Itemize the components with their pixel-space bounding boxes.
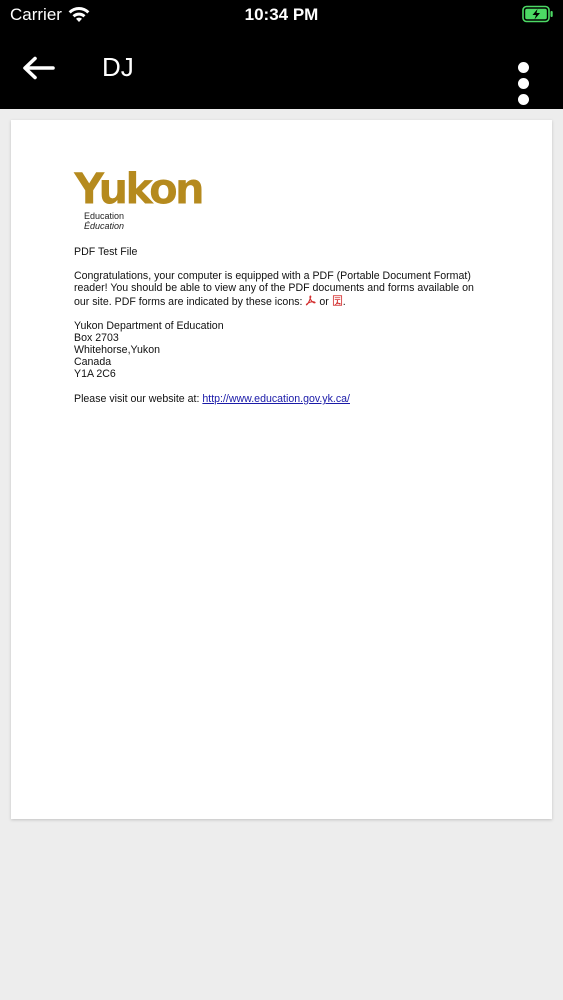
address-line: Whitehorse,Yukon xyxy=(74,344,160,356)
yukon-education-logo xyxy=(74,163,202,231)
navigation-bar xyxy=(0,30,563,109)
address-line: Y1A 2C6 xyxy=(74,368,116,380)
paragraph-line: Congratulations, your computer is equipped with a PDF (Portable Document Format) xyxy=(74,270,471,282)
address-line: Yukon Department of Education xyxy=(74,320,224,332)
pdf-page[interactable] xyxy=(11,120,552,819)
more-options-button[interactable] xyxy=(502,58,544,106)
status-bar xyxy=(0,0,563,30)
paragraph-line: reader! You should be able to view any of the PDF documents and forms available on xyxy=(74,282,474,294)
document-title: PDF Test File xyxy=(74,246,138,258)
website-label: Please visit our website at: xyxy=(74,393,203,405)
paragraph-text: or xyxy=(316,296,332,308)
address-line: Canada xyxy=(74,356,112,368)
app-header xyxy=(0,0,563,109)
status-time: 10:34 PM xyxy=(244,5,319,24)
paragraph-text: our site. PDF forms are indicated by these icons: xyxy=(74,296,306,308)
back-button[interactable] xyxy=(14,44,62,92)
logo-subtitle-fr: Éducation xyxy=(84,221,125,231)
logo-subtitle-en: Education xyxy=(84,211,125,221)
page-title: DJ xyxy=(102,52,134,82)
more-vertical-icon xyxy=(518,78,529,89)
paragraph-line xyxy=(74,295,346,308)
battery-charging-icon xyxy=(522,5,554,23)
paragraph-text: . xyxy=(342,296,346,308)
more-vertical-icon xyxy=(518,62,529,73)
logo-wordmark: Yukon xyxy=(74,163,202,214)
pdf-form-icon xyxy=(332,295,343,306)
carrier-label: Carrier xyxy=(10,5,62,24)
more-vertical-icon xyxy=(518,94,529,105)
website-link[interactable]: http://www.education.gov.yk.ca/ xyxy=(202,393,350,405)
acrobat-icon xyxy=(305,295,316,306)
arrow-left-icon xyxy=(20,55,56,81)
address-line: Box 2703 xyxy=(74,332,119,344)
website-line xyxy=(74,393,350,405)
